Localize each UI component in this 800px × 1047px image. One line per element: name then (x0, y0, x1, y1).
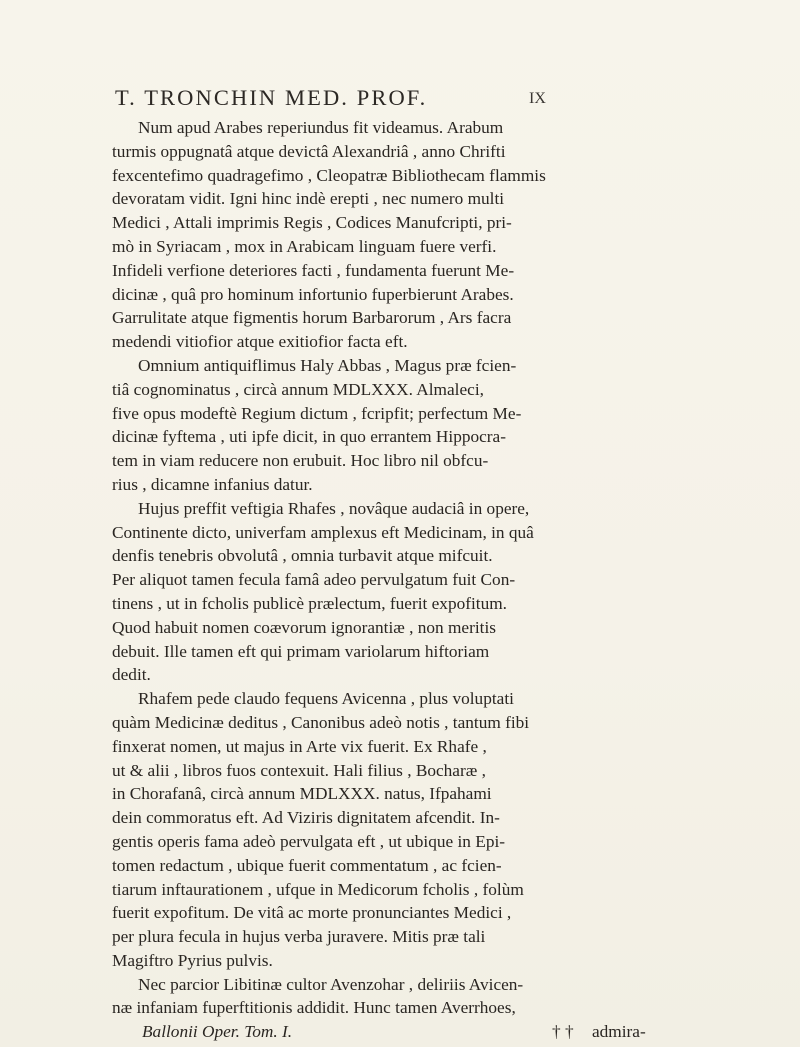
text-line: fuerit expofitum. De vitâ ac morte pronunciantes Medici , (112, 903, 512, 923)
text-line: gentis operis fama adeò pervulgata eft , ut ubique in Epi- (112, 831, 506, 851)
text-line: Nec parcior Libitinæ cultor Avenzohar , deliriis Avicen- (138, 974, 524, 994)
text-line: debuit. Ille tamen eft qui primam variolarum hiftoriam (112, 641, 490, 661)
text-line: Garrulitate atque figmentis horum Barbarorum , Ars facra (112, 308, 512, 328)
text-line: per plura fecula in hujus verba juravere. Mitis præ tali (112, 927, 486, 947)
text-line: Medici , Attali imprimis Regis , Codices Manufcripti, pri- (112, 213, 512, 233)
text-line: tomen redactum , ubique fuerit commentatum , ac fcien- (112, 855, 502, 875)
text-line: fexcentefimo quadragefimo , Cleopatræ Bibliothecam flammis (112, 165, 546, 185)
body-text (112, 116, 702, 1044)
sheet-mark: † † (552, 1022, 574, 1042)
text-line: Per aliquot tamen fecula famâ adeo pervulgatum fuit Con- (112, 570, 516, 590)
text-line: dedit. (112, 665, 151, 685)
text-line: turmis oppugnatâ atque devictâ Alexandriâ , anno Chrifti (112, 141, 506, 161)
text-line: rius , dicamne infanius datur. (112, 474, 313, 494)
catchword: admira- (592, 1022, 646, 1042)
text-line: Rhafem pede claudo fequens Avicenna , plus voluptati (138, 689, 514, 709)
text-line: tiarum inftaurationem , ufque in Medicorum fcholis , folùm (112, 879, 524, 899)
text-line: tiâ cognominatus , circà annum MDLXXX. Almaleci, (112, 379, 484, 399)
text-line: quàm Medicinæ deditus , Canonibus adeò notis , tantum fibi (112, 712, 530, 732)
text-line: Magiftro Pyrius pulvis. (112, 950, 273, 970)
text-line: tem in viam reducere non erubuit. Hoc libro nil obfcu- (112, 451, 489, 471)
text-line: finxerat nomen, ut majus in Arte vix fuerit. Ex Rhafe , (112, 736, 487, 756)
text-line: five opus modeftè Regium dictum , fcripfit; perfectum Me- (112, 403, 522, 423)
text-line: denfis tenebris obvolutâ , omnia turbavit atque mifcuit. (112, 546, 493, 566)
text-line: mò in Syriacam , mox in Arabicam linguam fuere verfi. (112, 236, 497, 256)
text-line: tinens , ut in fcholis publicè prælectum, fuerit expofitum. (112, 593, 507, 613)
text-line: Hujus preffit veftigia Rhafes , novâque audaciâ in opere, (138, 498, 530, 518)
page-number: IX (529, 90, 546, 107)
signature-line: Ballonii Oper. Tom. I. (142, 1022, 293, 1042)
page-footer (112, 1020, 702, 1044)
text-line: næ infaniam fuperftitionis addidit. Hunc tamen Averrhoes, (112, 998, 516, 1018)
text-line: dein commoratus eft. Ad Viziris dignitatem afcendit. In- (112, 808, 500, 828)
text-line: Infideli verfione deteriores facti , fundamenta fuerunt Me- (112, 260, 515, 280)
text-line: Continente dicto, univerfam amplexus eft Medicinam, in quâ (112, 522, 534, 542)
text-line: dicinæ fyftema , uti ipfe dicit, in quo errantem Hippocra- (112, 427, 506, 447)
text-line: ut & alii , libros fuos contexuit. Hali filius , Bocharæ , (112, 760, 486, 780)
text-line: devoratam vidit. Igni hinc indè erepti , nec numero multi (112, 189, 505, 209)
text-line: Omnium antiquiflimus Haly Abbas , Magus præ fcien- (138, 355, 517, 375)
text-line: in Chorafanâ, circà annum MDLXXX. natus, Ifpahami (112, 784, 492, 804)
text-line: Quod habuit nomen coævorum ignorantiæ , non meritis (112, 617, 496, 637)
text-line: Num apud Arabes reperiundus fit videamus. Arabum (138, 118, 504, 137)
running-title: T. TRONCHIN MED. PROF. (115, 85, 428, 110)
text-line: medendi vitiofior atque exitiofior facta eft. (112, 332, 408, 352)
running-head (115, 85, 715, 117)
text-line: dicinæ , quâ pro hominum infortunio fuperbierunt Arabes. (112, 284, 514, 304)
